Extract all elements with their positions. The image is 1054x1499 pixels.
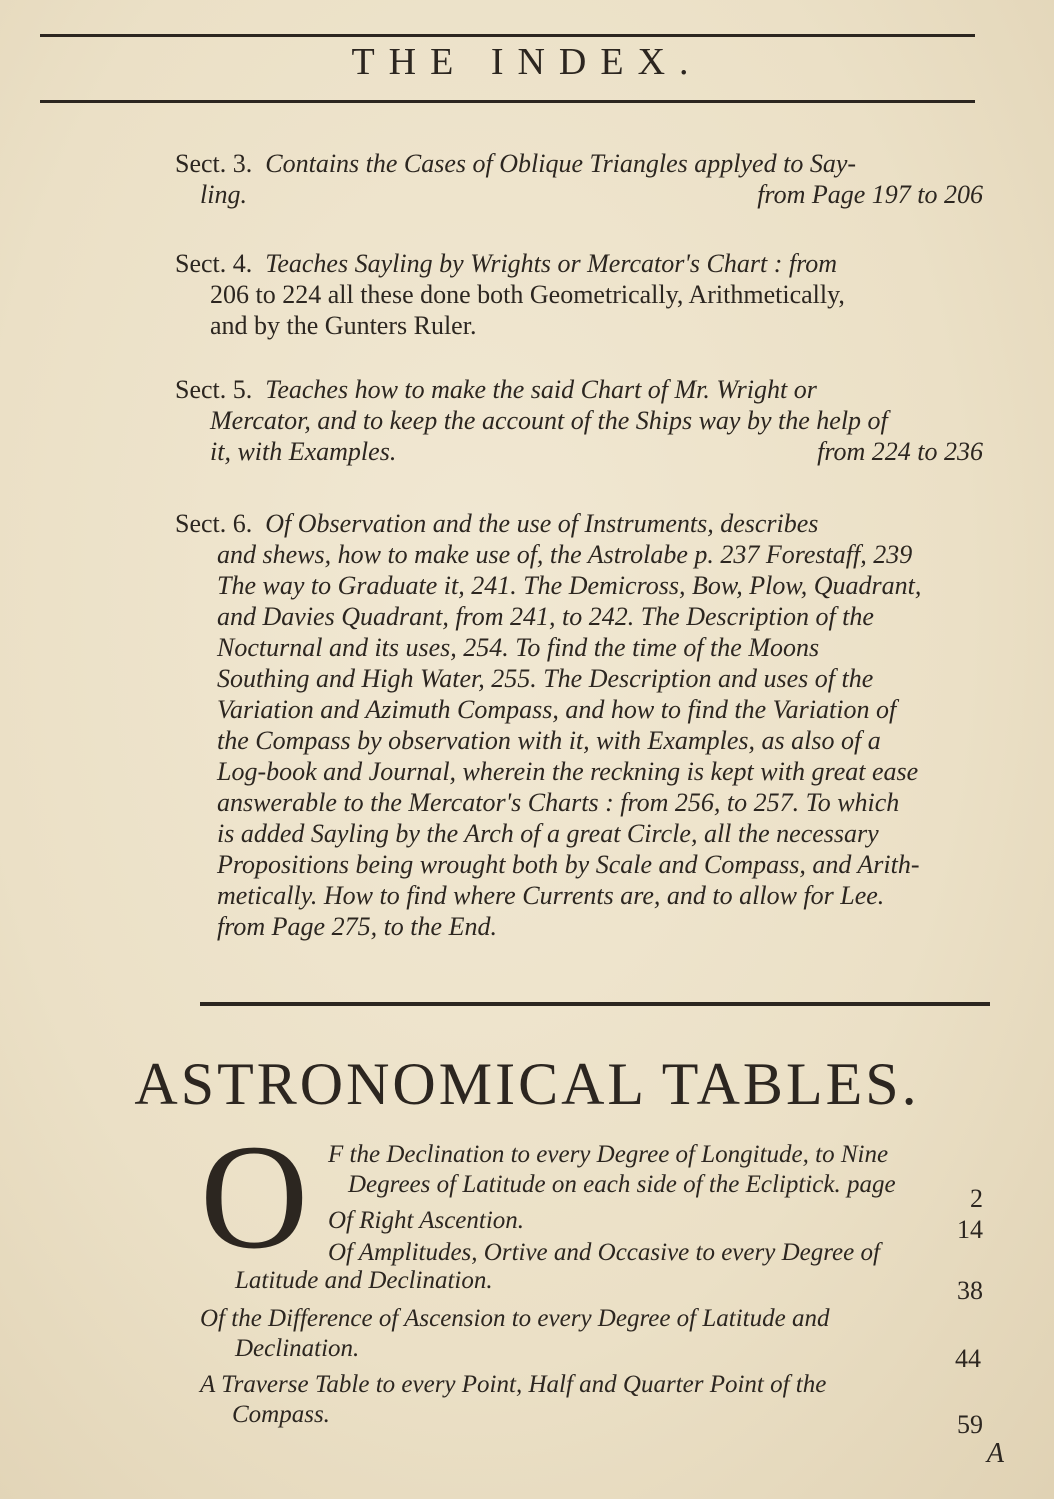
entry-text: A Traverse Table to every Point, Half and Quarter Point of the	[200, 1371, 827, 1398]
page-number: 44	[955, 1344, 981, 1373]
section-text: is added Sayling by the Arch of a great Circle, all the necessary	[217, 819, 879, 848]
section-6	[175, 508, 995, 942]
page-range: from Page 197 to 206	[757, 180, 983, 209]
running-head: THE INDEX.	[351, 41, 703, 83]
section-label: Sect. 5.	[175, 375, 253, 404]
section-text: metically. How to find where Currents are, and to allow for Lee.	[217, 881, 885, 910]
section-label: Sect. 3.	[175, 149, 253, 178]
section-text: and by the Gunters Ruler.	[210, 311, 477, 340]
list-item	[328, 1140, 998, 1200]
section-text: the Compass by observation with it, with Examples, as also of a	[217, 726, 881, 755]
section-text: and shews, how to make use of, the Astrolabe p. 237 Forestaff, 239	[217, 540, 913, 569]
entry-text: Of the Difference of Ascension to every Degree of Latitude and	[200, 1305, 830, 1332]
section-text: Log-book and Journal, wherein the reckning is kept with great ease	[217, 757, 919, 786]
page-range: from 224 to 236	[817, 437, 983, 466]
list-item	[200, 1304, 1010, 1364]
drop-cap: O	[200, 1114, 309, 1280]
section-label: Sect. 4.	[175, 249, 253, 278]
section-4	[175, 248, 995, 341]
entry-text: Of Amplitudes, Ortive and Occasive to every Degree of	[328, 1239, 880, 1266]
section-text: The way to Graduate it, 241. The Demicross, Bow, Plow, Quadrant,	[217, 571, 922, 600]
section-label: Sect. 6.	[175, 509, 253, 538]
list-item	[235, 1266, 935, 1296]
list-item	[328, 1238, 1008, 1268]
page-number: 38	[957, 1276, 983, 1305]
entry-text: Degrees of Latitude on each side of the Ecliptick. page	[348, 1171, 896, 1198]
section-text: Of Observation and the use of Instruments, describes	[265, 509, 819, 538]
entry-text: Of Right Ascention.	[328, 1207, 525, 1234]
page-number: 59	[957, 1410, 983, 1439]
section-text: 206 to 224 all these done both Geometrically, Arithmetically,	[210, 280, 845, 309]
head-rule	[40, 100, 975, 103]
section-text: answerable to the Mercator's Charts : from 256, to 257. To which	[217, 788, 900, 817]
entry-text: Latitude and Declination.	[235, 1267, 493, 1294]
section-title: ASTRONOMICAL TABLES.	[134, 1051, 920, 1117]
page-number: 14	[957, 1215, 983, 1244]
section-text: Nocturnal and its uses, 254. To find the time of the Moons	[217, 633, 820, 662]
section-5	[175, 374, 995, 467]
list-item	[200, 1370, 1010, 1430]
section-text: Teaches how to make the said Chart of Mr. Wright or	[265, 375, 817, 404]
section-text: Variation and Azimuth Compass, and how to find the Variation of	[217, 695, 897, 724]
section-text: Mercator, and to keep the account of the Ships way by the help of	[210, 406, 888, 435]
section-text: Southing and High Water, 255. The Description and uses of the	[217, 664, 874, 693]
list-item	[328, 1206, 998, 1236]
entry-text: Compass.	[232, 1401, 330, 1428]
section-text: and Davies Quadrant, from 241, to 242. The Description of the	[217, 602, 874, 631]
section-3	[175, 148, 995, 210]
section-text: ling.	[200, 180, 247, 209]
catchword: A	[986, 1438, 1004, 1469]
section-text: it, with Examples.	[210, 437, 397, 466]
section-text: Contains the Cases of Oblique Triangles applyed to Say-	[265, 149, 857, 178]
divider-rule	[200, 1002, 990, 1006]
top-rule	[40, 34, 975, 37]
page-number: 2	[970, 1184, 983, 1213]
section-text: Teaches Sayling by Wrights or Mercator's Chart : from	[265, 249, 838, 278]
section-text: from Page 275, to the End.	[217, 912, 497, 941]
entry-text: Declination.	[235, 1335, 360, 1362]
entry-text: F the Declination to every Degree of Longitude, to Nine	[328, 1141, 889, 1168]
section-text: Propositions being wrought both by Scale and Compass, and Arith-	[217, 850, 920, 879]
